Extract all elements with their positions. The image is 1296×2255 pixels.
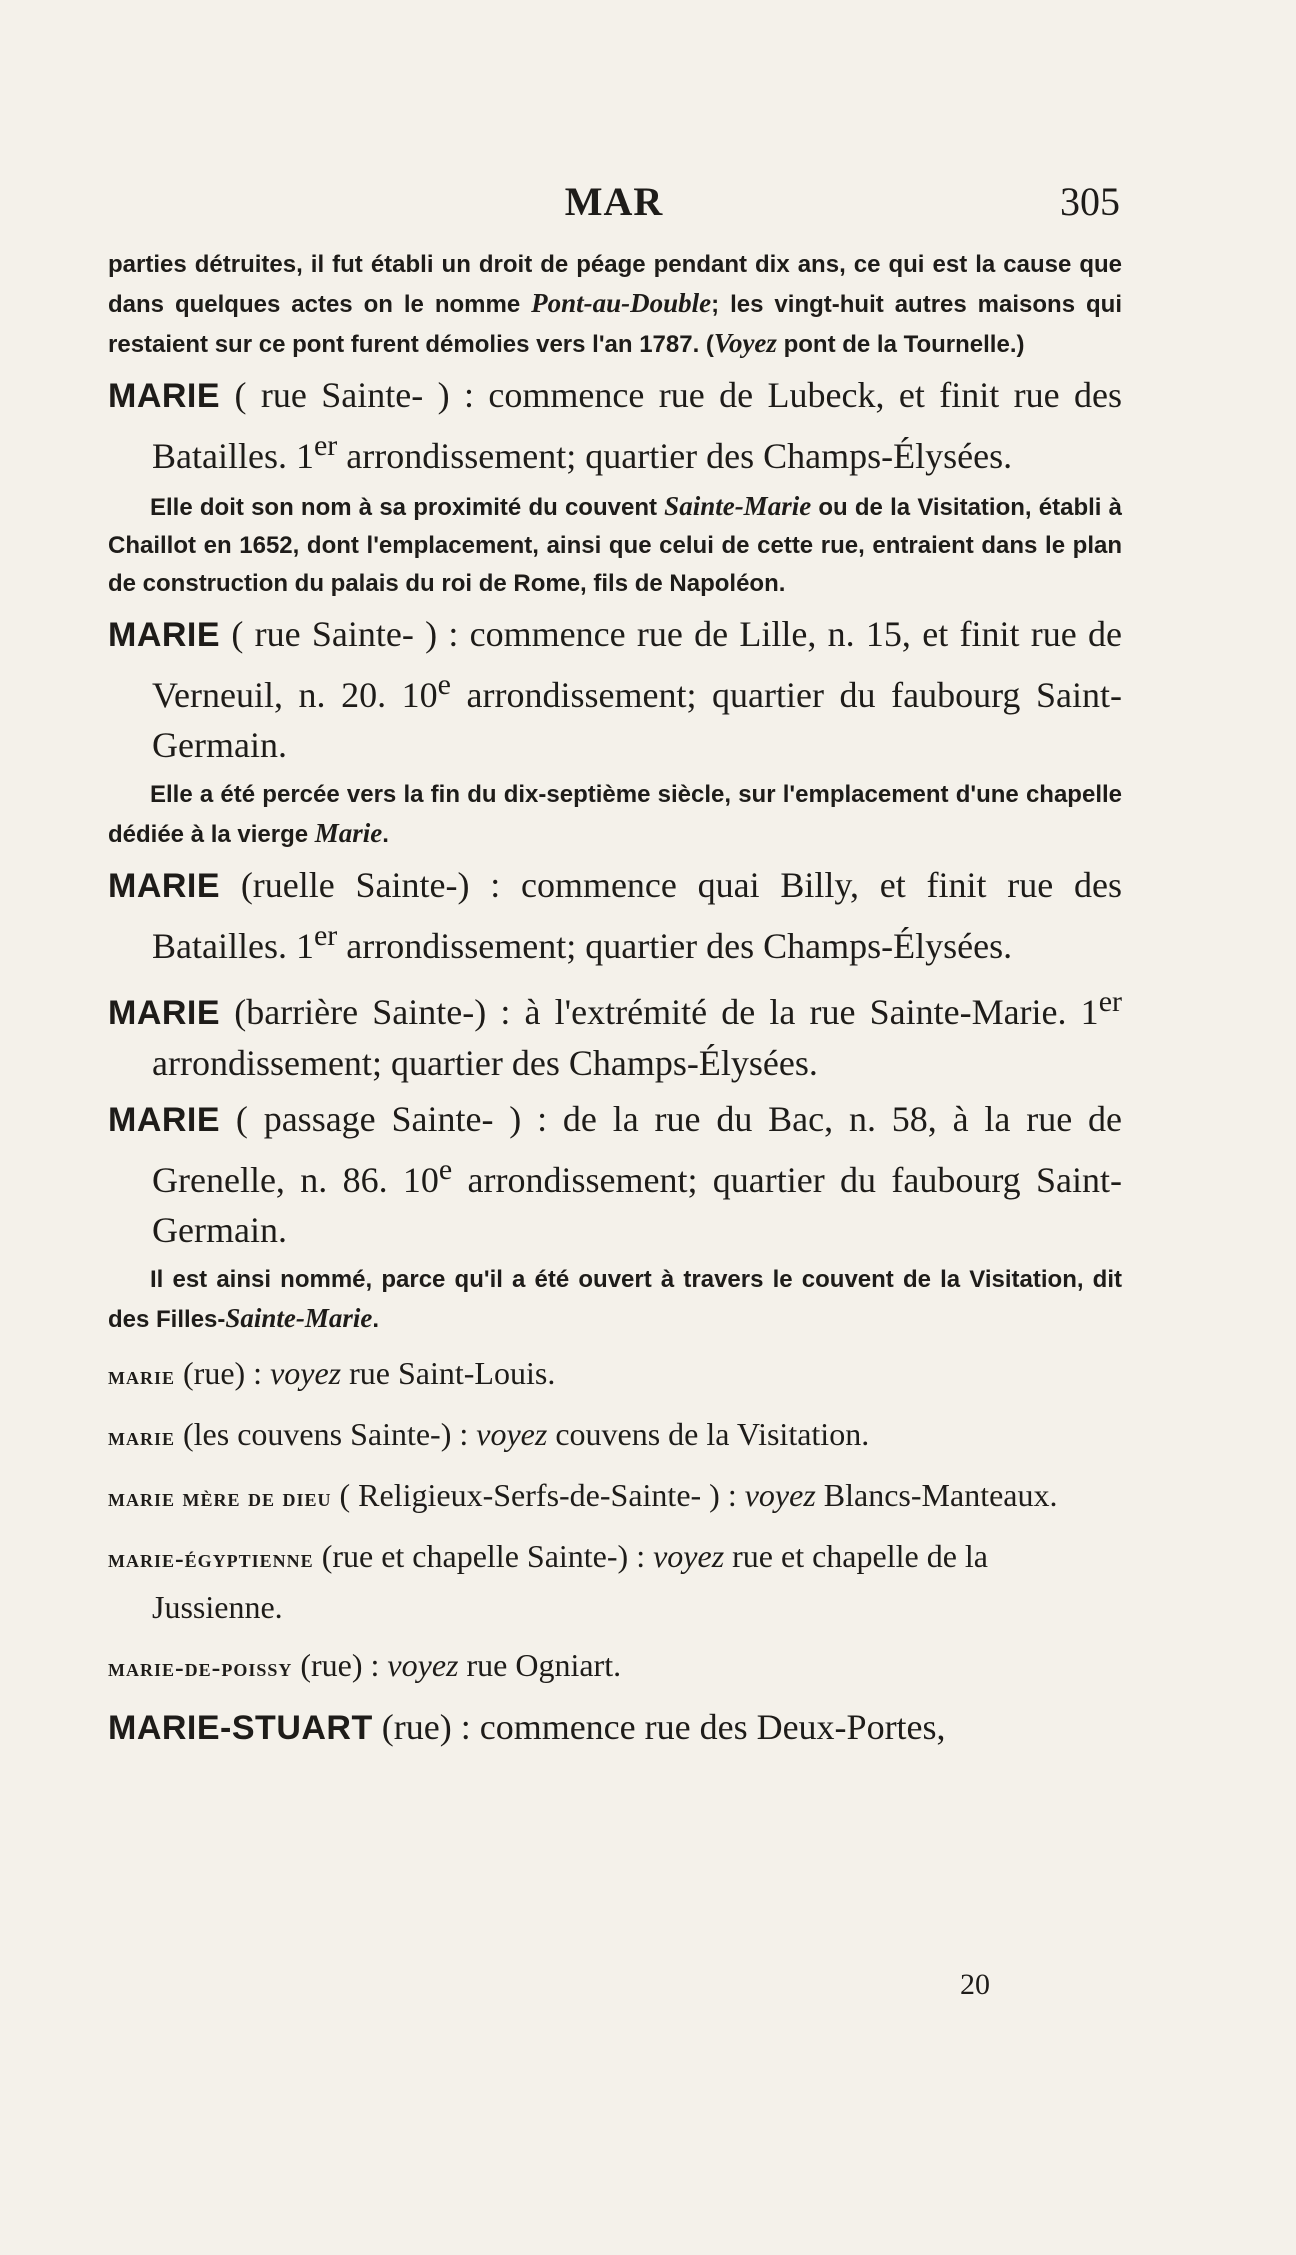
reference-voyez: voyez bbox=[476, 1416, 548, 1452]
entry-text-2: arrondissement; quartier du faubourg Saint-Germain. bbox=[152, 675, 1122, 765]
entry-headword: MARIE bbox=[108, 616, 221, 654]
entry-sup: e bbox=[437, 668, 451, 701]
reference-entry bbox=[108, 1532, 1122, 1631]
note-text-2: . bbox=[372, 1306, 380, 1333]
note-italic: Sainte-Marie bbox=[225, 1303, 373, 1333]
entry-text: ( rue Sainte- ) : commence rue de Lubeck, et finit rue des Batailles. 1 bbox=[152, 375, 1122, 476]
intro-italic-2: Voyez bbox=[713, 328, 777, 358]
entry-rue-marie-stuart bbox=[108, 1702, 1122, 1753]
reference-text: (les couvens Sainte-) : bbox=[175, 1416, 477, 1452]
entry-note bbox=[108, 776, 1122, 854]
entry-text: ( passage Sainte- ) : de la rue du Bac, n. 58, à la rue de Grenelle, n. 86. 10 bbox=[152, 1099, 1122, 1200]
entry-headword: MARIE bbox=[108, 1101, 221, 1139]
reference-text: ( Religieux-Serfs-de-Sainte- ) : bbox=[331, 1477, 745, 1513]
reference-text: (rue et chapelle Sainte-) : bbox=[313, 1538, 654, 1574]
reference-target: rue Ogniart. bbox=[458, 1647, 622, 1683]
entry-text-2: arrondissement; quartier des Champs-Élysées. bbox=[337, 926, 1013, 966]
reference-voyez: voyez bbox=[653, 1538, 725, 1574]
signature-mark: 20 bbox=[960, 1968, 990, 2001]
intro-text-3: pont de la Tournelle.) bbox=[776, 331, 1025, 358]
entry-sup: er bbox=[313, 919, 338, 952]
entry-passage-sainte-marie bbox=[108, 1094, 1122, 1255]
reference-entry bbox=[108, 1641, 1122, 1692]
page-header bbox=[108, 178, 1120, 230]
entry-text: (ruelle Sainte-) : commence quai Billy, et finit rue des Batailles. 1 bbox=[152, 865, 1122, 966]
reference-target: Blancs-Manteaux. bbox=[815, 1477, 1058, 1513]
entry-text: (rue) : commence rue des Deux-Portes, bbox=[372, 1707, 946, 1747]
reference-headword: marie bbox=[108, 1361, 175, 1390]
intro-text: parties détruites, il fut établi un droit de péage pendant dix ans, ce qui est la cause que dans quelques actes on le nomme bbox=[108, 251, 1122, 318]
entry-headword: MARIE bbox=[108, 994, 221, 1032]
reference-text: (rue) : bbox=[292, 1647, 388, 1683]
entry-text-2: arrondissement; quartier des Champs-Élysées. bbox=[152, 1043, 818, 1083]
entry-text: (barrière Sainte-) : à l'extrémité de la rue Sainte-Marie. 1 bbox=[220, 992, 1099, 1032]
reference-headword: marie-de-poissy bbox=[108, 1653, 293, 1682]
page-content bbox=[108, 246, 1122, 1759]
entry-ruelle-sainte-marie bbox=[108, 860, 1122, 971]
entry-text: ( rue Sainte- ) : commence rue de Lille, n. 15, et finit rue de Verneuil, n. 20. 10 bbox=[152, 614, 1122, 715]
intro-paragraph bbox=[108, 246, 1122, 364]
note-italic: Marie bbox=[314, 818, 383, 848]
entry-rue-sainte-marie-lille bbox=[108, 609, 1122, 770]
entry-rue-sainte-marie-lubeck bbox=[108, 370, 1122, 481]
reference-voyez: voyez bbox=[270, 1355, 342, 1391]
reference-target: couvens de la Visitation. bbox=[547, 1416, 870, 1452]
reference-text: (rue) : bbox=[175, 1355, 271, 1391]
reference-voyez: voyez bbox=[744, 1477, 816, 1513]
note-text: Elle doit son nom à sa proximité du couvent bbox=[150, 494, 665, 521]
note-text: Il est ainsi nommé, parce qu'il a été ouvert à travers le couvent de la Visitation, dit des Filles- bbox=[108, 1266, 1122, 1333]
reference-headword: marie mère de dieu bbox=[108, 1483, 332, 1512]
note-text: Elle a été percée vers la fin du dix-septième siècle, sur l'emplacement d'une chapelle dédiée à la vierge bbox=[108, 781, 1122, 848]
entry-sup: er bbox=[313, 429, 338, 462]
reference-entry bbox=[108, 1410, 1122, 1461]
entry-text-2: arrondissement; quartier du faubourg Saint-Germain. bbox=[152, 1160, 1122, 1250]
entry-note bbox=[108, 487, 1122, 603]
intro-italic: Pont-au-Double bbox=[531, 288, 712, 318]
entry-sup: er bbox=[1098, 985, 1122, 1018]
reference-target: rue Saint-Louis. bbox=[341, 1355, 556, 1391]
intro-text-2: ; les vingt-huit autres maisons qui restaient sur ce pont furent démolies vers l'an 1787. ( bbox=[108, 291, 1122, 358]
entry-text-2: arrondissement; quartier des Champs-Élysées. bbox=[337, 436, 1013, 476]
reference-headword: marie bbox=[108, 1422, 175, 1451]
running-head: MAR bbox=[564, 179, 664, 224]
reference-headword: marie-égyptienne bbox=[108, 1544, 314, 1573]
entry-headword: MARIE bbox=[108, 867, 221, 905]
note-text-2: . bbox=[382, 821, 389, 848]
note-text-2: ou de la Visitation, établi à Chaillot en 1652, dont l'emplacement, ainsi que celui de cette rue, entraient dans le plan de construction du palais du roi de Rome, fils de Napoléon. bbox=[108, 494, 1122, 597]
entry-headword: MARIE bbox=[108, 377, 221, 415]
entry-note bbox=[108, 1261, 1122, 1339]
page-number: 305 bbox=[1060, 179, 1120, 224]
reference-entry bbox=[108, 1471, 1122, 1522]
entry-headword: MARIE-STUART bbox=[108, 1709, 373, 1747]
entry-sup: e bbox=[438, 1153, 453, 1186]
note-italic: Sainte-Marie bbox=[664, 491, 812, 521]
reference-voyez: voyez bbox=[387, 1647, 459, 1683]
entry-barriere-sainte-marie bbox=[108, 977, 1122, 1088]
reference-entry bbox=[108, 1349, 1122, 1400]
reference-target: rue et chapelle de la Jussienne. bbox=[152, 1538, 988, 1625]
